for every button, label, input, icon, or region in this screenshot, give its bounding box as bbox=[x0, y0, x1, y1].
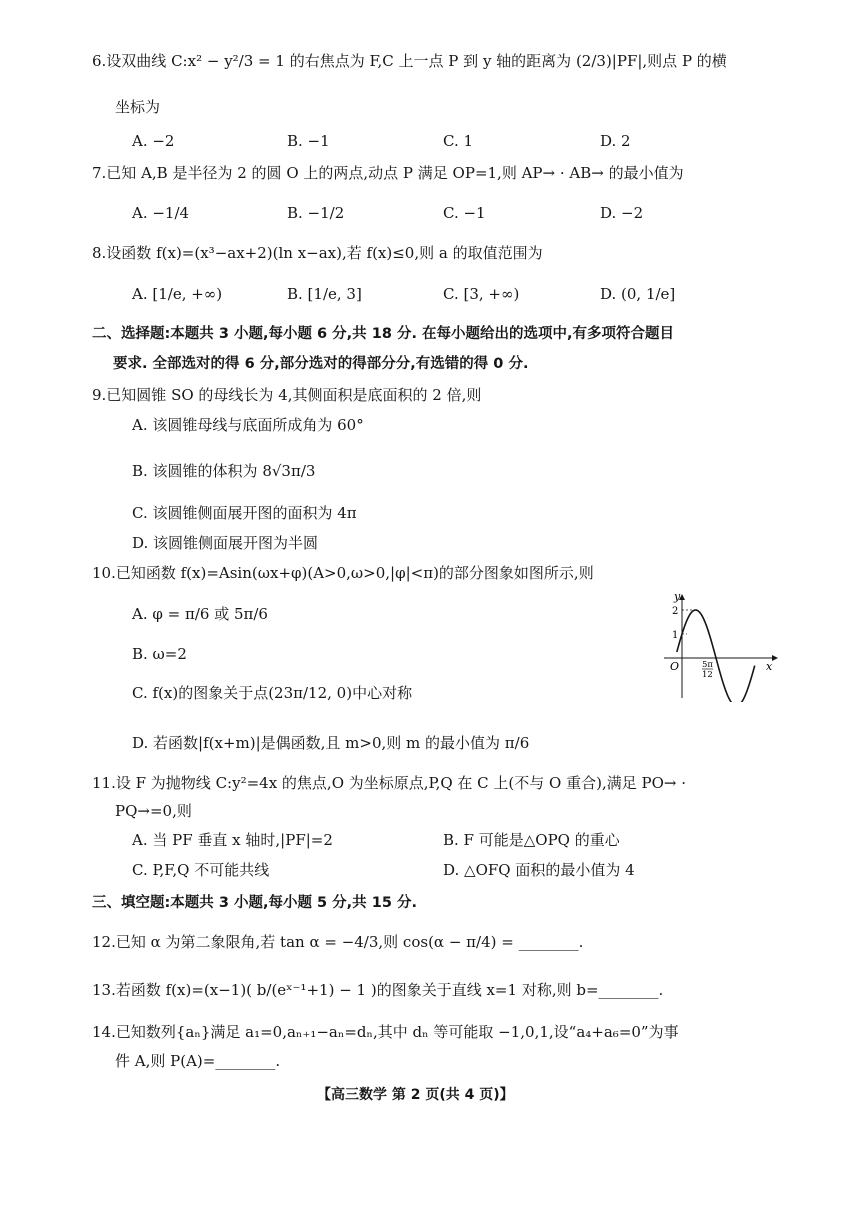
q6-stem-line2: 坐标为 bbox=[115, 98, 161, 116]
q13-stem: 13.若函数 f(x)=(x−1)( b/(eˣ⁻¹+1) − 1 )的图象关于直线 x=1 对称,则 b=________. bbox=[92, 981, 664, 999]
q8-option-a: A. [1/e, +∞) bbox=[132, 285, 223, 303]
sine-curve bbox=[677, 610, 755, 702]
page-footer: 【高三数学 第 2 页(共 4 页)】 bbox=[317, 1087, 514, 1103]
tick-label-5pi12-num: 5π bbox=[702, 660, 713, 670]
q10-option-b: B. ω=2 bbox=[132, 645, 187, 663]
q11-option-a: A. 当 PF 垂直 x 轴时,|PF|=2 bbox=[132, 831, 333, 849]
q10-option-a: A. φ = π/6 或 5π/6 bbox=[132, 605, 268, 623]
section-2-heading: 二、选择题:本题共 3 小题,每小题 6 分,共 18 分. 在每小题给出的选项中,有多项符合题目 bbox=[92, 326, 675, 342]
q10-option-c: C. f(x)的图象关于点(23π/12, 0)中心对称 bbox=[132, 684, 413, 702]
q11-option-d: D. △OFQ 面积的最小值为 4 bbox=[443, 861, 635, 879]
q6-option-b: B. −1 bbox=[287, 132, 330, 150]
q9-option-c: C. 该圆锥侧面展开图的面积为 4π bbox=[132, 504, 357, 522]
q7-stem: 7.已知 A,B 是半径为 2 的圆 O 上的两点,动点 P 满足 OP=1,则 AP→ · AB→ 的最小值为 bbox=[92, 164, 684, 182]
q9-option-d: D. 该圆锥侧面展开图为半圆 bbox=[132, 534, 319, 552]
q7-option-b: B. −1/2 bbox=[287, 204, 345, 222]
x-axis-label: x bbox=[766, 660, 773, 673]
q6-option-a: A. −2 bbox=[132, 132, 175, 150]
x-axis-arrow bbox=[772, 655, 778, 661]
q8-option-b: B. [1/e, 3] bbox=[287, 285, 362, 303]
q8-option-c: C. [3, +∞) bbox=[443, 285, 520, 303]
q7-option-c: C. −1 bbox=[443, 204, 486, 222]
q7-option-a: A. −1/4 bbox=[132, 204, 190, 222]
q6-option-d: D. 2 bbox=[600, 132, 631, 150]
sine-graph bbox=[660, 590, 780, 702]
q11-option-c: C. P,F,Q 不可能共线 bbox=[132, 861, 270, 879]
q11-option-b: B. F 可能是△OPQ 的重心 bbox=[443, 831, 620, 849]
section-3-heading: 三、填空题:本题共 3 小题,每小题 5 分,共 15 分. bbox=[92, 895, 417, 911]
q6-option-c: C. 1 bbox=[443, 132, 474, 150]
q6-stem-line1: 6.设双曲线 C:x² − y²/3 = 1 的右焦点为 F,C 上一点 P 到 y 轴的距离为 (2/3)|PF|,则点 P 的横 bbox=[92, 52, 727, 70]
origin-label: O bbox=[670, 660, 680, 673]
q12-stem: 12.已知 α 为第二象限角,若 tan α = −4/3,则 cos(α − π/4) = ________. bbox=[92, 933, 584, 951]
q9-option-b: B. 该圆锥的体积为 8√3π/3 bbox=[132, 462, 316, 480]
q14-stem-line2: 件 A,则 P(A)=________. bbox=[115, 1052, 281, 1070]
q9-option-a: A. 该圆锥母线与底面所成角为 60° bbox=[132, 416, 364, 434]
tick-label-5pi12-den: 12 bbox=[702, 670, 713, 680]
section-2-heading-cont: 要求. 全部选对的得 6 分,部分选对的得部分分,有选错的得 0 分. bbox=[113, 356, 529, 372]
q10-option-d: D. 若函数|f(x+m)|是偶函数,且 m>0,则 m 的最小值为 π/6 bbox=[132, 734, 530, 752]
q11-stem-line2: PQ→=0,则 bbox=[115, 802, 192, 820]
tick-label-1: 1 bbox=[672, 630, 679, 641]
y-axis-label: y bbox=[674, 590, 681, 603]
q9-stem: 9.已知圆锥 SO 的母线长为 4,其侧面积是底面积的 2 倍,则 bbox=[92, 386, 482, 404]
q8-stem: 8.设函数 f(x)=(x³−ax+2)(ln x−ax),若 f(x)≤0,则 a 的取值范围为 bbox=[92, 244, 543, 262]
q14-stem-line1: 14.已知数列{aₙ}满足 a₁=0,aₙ₊₁−aₙ=dₙ,其中 dₙ 等可能取 −1,0,1,设“a₄+a₆=0”为事 bbox=[92, 1023, 679, 1041]
tick-label-2: 2 bbox=[672, 606, 679, 617]
q8-option-d: D. (0, 1/e] bbox=[600, 285, 676, 303]
q10-stem: 10.已知函数 f(x)=Asin(ωx+φ)(A>0,ω>0,|φ|<π)的部分图象如图所示,则 bbox=[92, 564, 594, 582]
q7-option-d: D. −2 bbox=[600, 204, 644, 222]
q11-stem-line1: 11.设 F 为抛物线 C:y²=4x 的焦点,O 为坐标原点,P,Q 在 C 上(不与 O 重合),满足 PO→ · bbox=[92, 774, 686, 792]
